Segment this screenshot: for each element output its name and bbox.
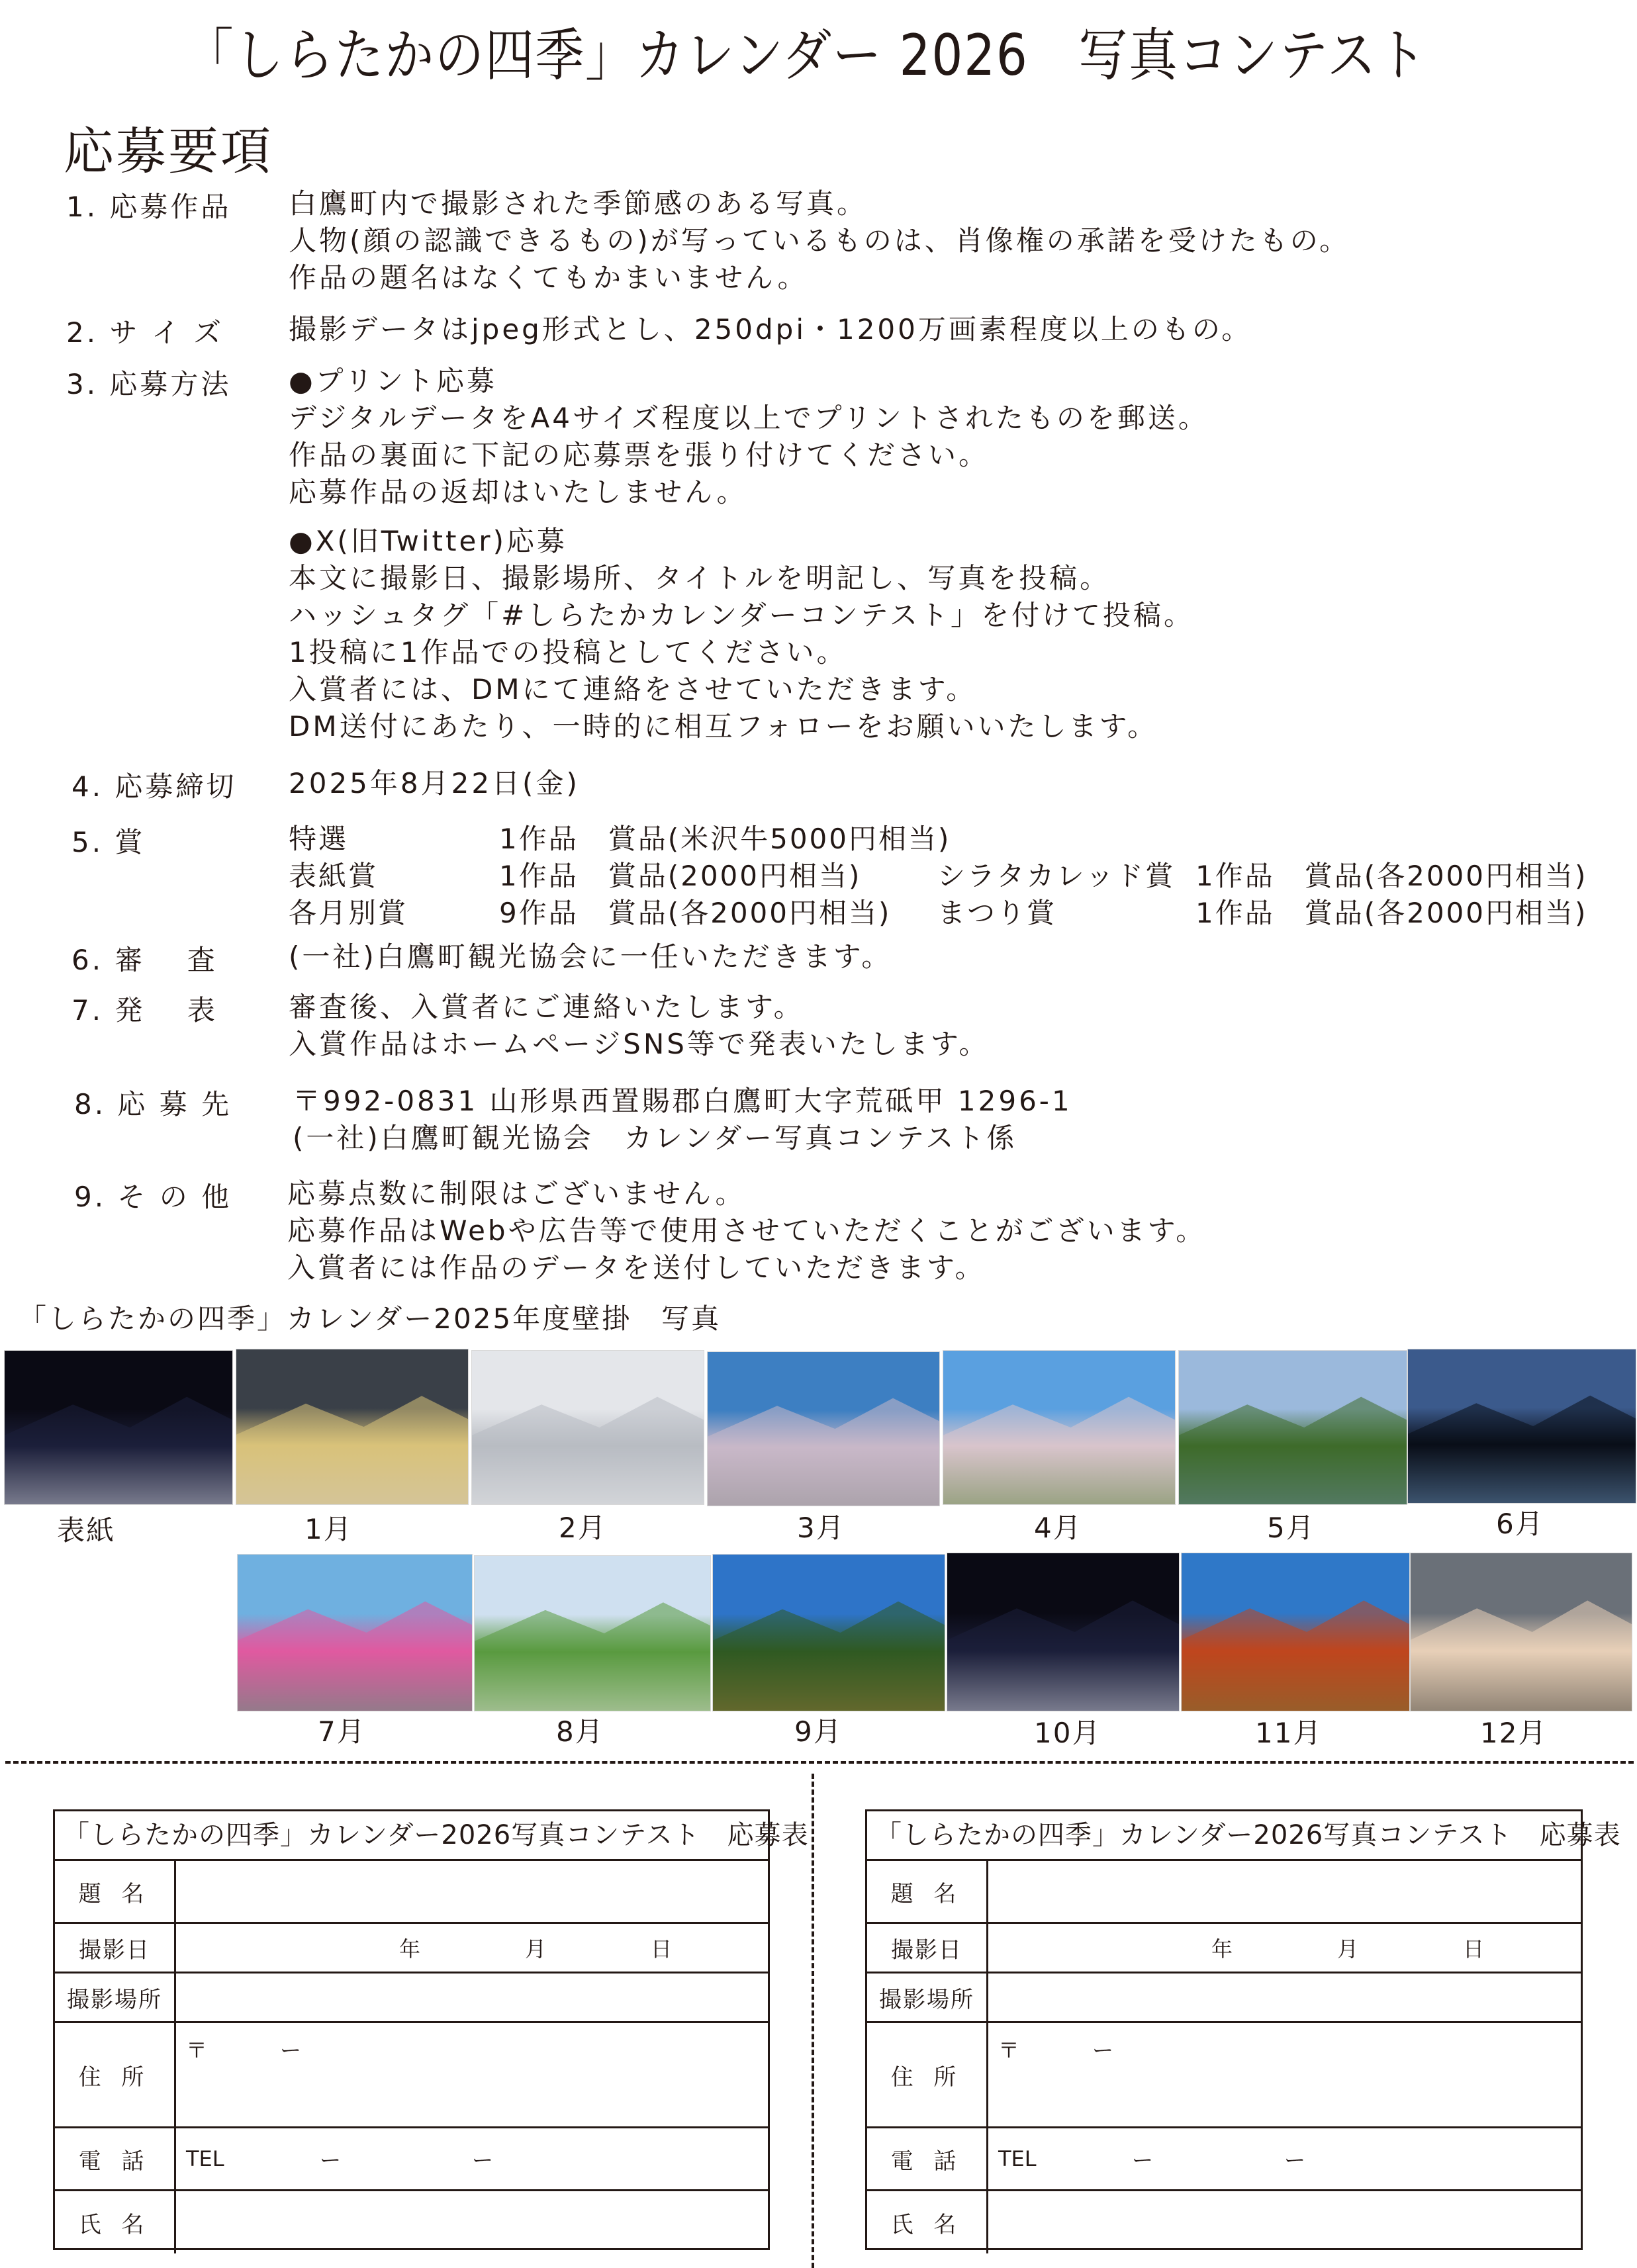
form-row-address: [55, 2023, 768, 2128]
form-row-address: [867, 2023, 1581, 2128]
year-suffix: 年: [1211, 1936, 1233, 1962]
month-suffix: 月: [525, 1936, 547, 1962]
form-row-name: [55, 2191, 768, 2253]
phone-field[interactable]: [181, 2128, 768, 2189]
prize-name: まつり賞: [937, 897, 1057, 929]
req-label: 1. 応募作品: [66, 191, 232, 223]
form-row-title: [55, 1861, 768, 1924]
title-field[interactable]: [993, 1861, 1581, 1922]
req-text: (一社)白鷹町観光協会に一任いただきます。: [289, 940, 892, 973]
name-field[interactable]: [993, 2191, 1581, 2253]
form-label-title: 題 名: [55, 1861, 176, 1922]
req-subheading-print: ●プリント応募: [289, 365, 497, 397]
form-row-title: [867, 1861, 1581, 1924]
req-text: 入賞者には作品のデータを送付していただきます。: [287, 1251, 986, 1284]
req-text: 応募作品はWebや広告等で使用させていただくことがございます。: [287, 1214, 1207, 1247]
req-text: 2025年8月22日(金): [289, 767, 580, 799]
postal-dash: ー: [1092, 2038, 1114, 2063]
photo-tanabata-decorations: [237, 1554, 473, 1711]
day-suffix: 日: [1463, 1936, 1485, 1962]
tel-dash: ー: [320, 2148, 342, 2173]
req-text: 白鷹町内で撮影された季節感のある写真。: [289, 187, 868, 220]
photo-caption: 1月: [304, 1513, 353, 1545]
place-field[interactable]: [993, 1973, 1581, 2021]
req-text: 〒992-0831 山形県西置賜郡白鷹町大字荒砥甲 1296-1: [293, 1085, 1072, 1117]
form-row-date: [867, 1924, 1581, 1973]
tel-dash: ー: [472, 2148, 494, 2173]
page-title: 「しらたかの四季」カレンダー 2026 写真コンテスト: [184, 23, 1428, 89]
form-label-name: 氏 名: [867, 2191, 988, 2253]
req-text: 作品の裏面に下記の応募票を張り付けてください。: [289, 439, 990, 471]
photo-caption: 3月: [797, 1512, 845, 1544]
photo-blossom-road-mountain: [707, 1351, 940, 1506]
gallery-title: 「しらたかの四季」カレンダー2025年度壁掛 写真: [19, 1302, 722, 1335]
entry-form-right: [865, 1809, 1621, 2250]
prize-name: 表紙賞: [289, 860, 379, 892]
req-label: 3. 応募方法: [66, 368, 232, 400]
photo-caption: 5月: [1267, 1512, 1315, 1544]
postal-mark: 〒: [186, 2038, 208, 2063]
form-label-title: 題 名: [867, 1861, 988, 1922]
photo-rice-terraces: [1178, 1350, 1407, 1505]
req-text: 撮影データはjpeg形式とし、250dpi・1200万画素程度以上のもの。: [289, 313, 1252, 345]
cut-line-horizontal: [5, 1761, 1634, 1764]
photo-caption: 10月: [1034, 1717, 1101, 1749]
form-label-place: 撮影場所: [55, 1973, 176, 2021]
form-label-name: 氏 名: [55, 2191, 176, 2253]
form-label-address: 住 所: [867, 2023, 988, 2126]
req-text: 入賞者には、DMにて連絡をさせていただきます。: [289, 673, 977, 705]
year-suffix: 年: [399, 1936, 421, 1962]
prize-name: 各月別賞: [289, 897, 408, 929]
req-text: 入賞作品はホームページSNS等で発表いたします。: [289, 1028, 990, 1060]
phone-field[interactable]: [993, 2128, 1581, 2189]
req-text: 応募点数に制限はございません。: [287, 1177, 746, 1210]
req-text: デジタルデータをA4サイズ程度以上でプリントされたものを郵送。: [289, 402, 1209, 434]
form-label-phone: 電 話: [867, 2128, 988, 2189]
form-label-address: 住 所: [55, 2023, 176, 2126]
day-suffix: 日: [651, 1936, 673, 1962]
month-suffix: 月: [1337, 1936, 1359, 1962]
photo-sunset-paddy: [1407, 1349, 1636, 1504]
req-label: 9. そ の 他: [74, 1181, 232, 1213]
photo-night-lion-dance: [947, 1553, 1180, 1711]
photo-sea-of-clouds: [1410, 1553, 1632, 1711]
photo-caption: 7月: [318, 1715, 366, 1748]
form-title: 「しらたかの四季」カレンダー2026写真コンテスト 応募表: [55, 1811, 768, 1861]
req-label: 2. サ イ ズ: [66, 316, 224, 349]
req-label: 8. 応 募 先: [74, 1088, 232, 1120]
postal-dash: ー: [280, 2038, 302, 2063]
cut-line-vertical: [812, 1774, 814, 2268]
photo-cherry-tree: [943, 1350, 1176, 1505]
prize-detail: 1作品 賞品(2000円相当): [499, 860, 862, 892]
form-label-date: 撮影日: [867, 1924, 988, 1972]
req-label: 7. 発 表: [71, 994, 218, 1026]
date-field[interactable]: [181, 1924, 768, 1972]
form-label-place: 撮影場所: [867, 1973, 988, 2021]
address-field[interactable]: [181, 2023, 768, 2126]
form-row-phone: [867, 2128, 1581, 2191]
tel-dash: ー: [1132, 2148, 1154, 2173]
prize-name: シラタカレッド賞: [937, 860, 1176, 892]
form-row-name: [867, 2191, 1581, 2253]
photo-caption: 12月: [1480, 1717, 1548, 1749]
photo-night-lion-dance: [4, 1350, 233, 1505]
req-text: ハッシュタグ「#しらたかカレンダーコンテスト」を付けて投稿。: [289, 599, 1194, 631]
place-field[interactable]: [181, 1973, 768, 2021]
entry-form-left: [53, 1809, 809, 2250]
tel-prefix: TEL: [998, 2146, 1037, 2171]
tel-dash: ー: [1284, 2148, 1306, 2173]
prize-detail: 1作品 賞品(各2000円相当): [1195, 897, 1588, 929]
postal-mark: 〒: [998, 2038, 1020, 2063]
section-title: 応募要項: [64, 122, 273, 181]
photo-caption: 4月: [1034, 1512, 1082, 1544]
photo-caption: 表紙: [57, 1514, 116, 1547]
form-row-date: [55, 1924, 768, 1973]
req-text: 本文に撮影日、撮影場所、タイトルを明記し、写真を投稿。: [289, 562, 1111, 594]
photo-autumn-mountains: [1181, 1553, 1410, 1711]
photo-snowy-station-night: [236, 1349, 469, 1505]
form-row-place: [55, 1973, 768, 2023]
photo-caption: 2月: [559, 1512, 607, 1544]
req-text: 1投稿に1作品での投稿としてください。: [289, 636, 847, 668]
photo-snowy-forest: [471, 1350, 704, 1505]
req-text: 審査後、入賞者にご連絡いたします。: [289, 991, 804, 1023]
address-field[interactable]: [993, 2023, 1581, 2126]
req-label: 4. 応募締切: [71, 770, 237, 803]
photo-caption: 11月: [1255, 1717, 1323, 1749]
req-label: 5. 賞: [71, 826, 146, 858]
photo-caption: 6月: [1496, 1508, 1544, 1540]
req-text: 人物(顔の認識できるもの)が写っているものは、肖像権の承諾を受けたもの。: [289, 224, 1350, 257]
photo-caption: 8月: [556, 1715, 604, 1748]
title-field[interactable]: [181, 1861, 768, 1922]
prize-detail: 1作品 賞品(米沢牛5000円相当): [499, 823, 951, 855]
req-text: DM送付にあたり、一時的に相互フォローをお願いいたします。: [289, 710, 1158, 743]
form-label-phone: 電 話: [55, 2128, 176, 2189]
form-label-date: 撮影日: [55, 1924, 176, 1972]
req-text: 応募作品の返却はいたしません。: [289, 476, 747, 508]
photo-lotus-field: [474, 1555, 711, 1711]
form-row-phone: [55, 2128, 768, 2191]
req-text: (一社)白鷹町観光協会 カレンダー写真コンテスト係: [293, 1122, 1017, 1154]
form-row-place: [867, 1973, 1581, 2023]
req-label: 6. 審 査: [71, 944, 218, 976]
form-title: 「しらたかの四季」カレンダー2026写真コンテスト 応募表: [867, 1811, 1581, 1861]
date-field[interactable]: [993, 1924, 1581, 1972]
name-field[interactable]: [181, 2191, 768, 2253]
prize-name: 特選: [289, 823, 349, 855]
req-subheading-x: ●X(旧Twitter)応募: [289, 525, 567, 557]
photo-caption: 9月: [794, 1715, 843, 1748]
tel-prefix: TEL: [186, 2146, 224, 2171]
prize-detail: 1作品 賞品(各2000円相当): [1195, 860, 1588, 892]
prize-detail: 9作品 賞品(各2000円相当): [499, 897, 892, 929]
photo-rice-sheaves: [712, 1554, 945, 1711]
req-text: 作品の題名はなくてもかまいません。: [289, 261, 808, 294]
